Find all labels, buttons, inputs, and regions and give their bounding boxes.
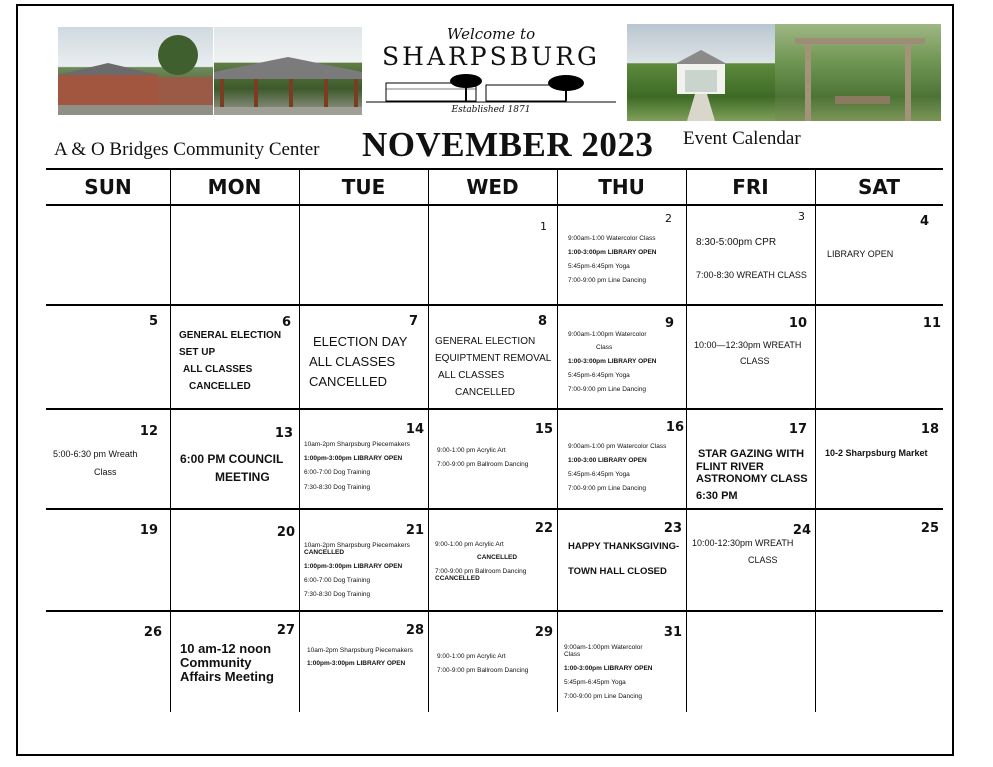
event-text: 10-2 Sharpsburg Market — [825, 448, 928, 458]
day-cell-21 — [299, 510, 428, 610]
event-text: Affairs Meeting — [180, 669, 274, 684]
event-text: TOWN HALL CLOSED — [568, 566, 667, 577]
event-text: 5:45pm-6:45pm Yoga — [564, 679, 626, 686]
day-number: 22 — [534, 521, 553, 536]
weekday-fri: FRI — [732, 175, 769, 199]
event-text: 10am-2pm Sharpsburg Piecemakers — [307, 647, 413, 654]
event-text: EQUIPTMENT REMOVAL — [435, 353, 552, 364]
day-number: 6 — [281, 315, 291, 330]
event-text: 10 am-12 noon — [180, 641, 272, 656]
logo-town-name: SHARPSBURG — [382, 42, 600, 71]
event-text: 7:30-8:30 Dog Training — [304, 484, 371, 491]
day-number: 19 — [139, 523, 158, 538]
weekday-tue: TUE — [341, 175, 386, 199]
event-text: 7:00-9:00 pm Ballroom Dancing — [437, 461, 529, 468]
weekday-mon: MON — [207, 175, 262, 199]
event-text: CANCELLED — [477, 554, 518, 561]
event-text: 1:00pm-3:00pm LIBRARY OPEN — [307, 660, 406, 667]
day-cell-3 — [686, 206, 815, 304]
event-text: 6:00-7:00 Dog Training — [304, 469, 371, 476]
event-text: 1:00-3:00pm LIBRARY OPEN — [568, 249, 657, 256]
day-cell-13 — [170, 410, 299, 508]
event-text: CLASS — [748, 555, 778, 565]
day-number: 24 — [792, 523, 811, 538]
event-text: 1:00-3:00pm LIBRARY OPEN — [568, 358, 657, 365]
event-text: ASTRONOMY CLASS — [696, 473, 808, 485]
event-text: CANCELLED — [455, 387, 516, 398]
sharpsburg-logo — [366, 23, 616, 121]
event-text: 6:00 PM COUNCIL — [180, 452, 284, 466]
day-cell-20 — [170, 510, 299, 610]
day-number: 12 — [139, 424, 158, 439]
event-text: 6:00-7:00 Dog Training — [304, 577, 371, 584]
day-cell-17 — [686, 410, 815, 508]
event-text: 9:00am-1:00 pm Watercolor Class — [568, 443, 667, 450]
day-cell-10 — [686, 306, 815, 408]
event-text: 5:45pm-6:45pm Yoga — [568, 471, 630, 478]
day-number: 17 — [788, 422, 807, 437]
event-text: 7:00-9:00 pm Line Dancing — [568, 277, 647, 284]
event-text: 10:00—12:30pm WREATH — [694, 340, 802, 350]
event-text: 9:00am-1:00 Watercolor Class — [568, 235, 656, 242]
day-number: 31 — [663, 625, 682, 640]
weekday-sat: SAT — [858, 175, 900, 199]
community-center-photo — [58, 27, 213, 115]
day-cell-9 — [557, 306, 686, 408]
gazebo-photo — [627, 24, 775, 121]
event-text: 1:00pm-3:00pm LIBRARY OPEN — [304, 455, 403, 462]
day-cell-15 — [428, 410, 557, 508]
day-cell-22 — [428, 510, 557, 610]
day-number: 4 — [919, 214, 929, 229]
weekday-sun: SUN — [84, 175, 132, 199]
event-text: CANCELLED — [304, 549, 345, 556]
event-text: GENERAL ELECTION — [435, 336, 536, 347]
event-text: 9:00-1:00 pm Acrylic Art — [435, 541, 504, 548]
day-number: 3 — [798, 210, 805, 223]
day-cell-26 — [46, 612, 170, 712]
event-text: 9:00-1:00 pm Acrylic Art — [437, 447, 506, 454]
day-number: 23 — [663, 521, 682, 536]
event-text: 5:45pm-6:45pm Yoga — [568, 372, 630, 379]
event-text: 10:00-12:30pm WREATH — [692, 538, 794, 548]
day-cell-24 — [686, 510, 815, 610]
day-cell-8 — [428, 306, 557, 408]
weekday-thu: THU — [598, 175, 645, 199]
day-cell-7 — [299, 306, 428, 408]
day-number: 9 — [664, 316, 674, 331]
event-text: HAPPY THANKSGIVING- — [568, 541, 680, 552]
event-text: 10am-2pm Sharpsburg Piecemakers — [304, 542, 410, 549]
event-text: CANCELLED — [309, 374, 388, 389]
day-cell-19 — [46, 510, 170, 610]
event-text: Class — [94, 467, 117, 477]
event-text: Community — [180, 655, 252, 670]
day-number: 7 — [408, 314, 418, 329]
day-number: 10 — [788, 316, 807, 331]
day-number: 2 — [665, 212, 672, 225]
day-cell-1 — [428, 206, 557, 304]
day-cell-4 — [815, 206, 943, 304]
event-text: 7:30-8:30 Dog Training — [304, 591, 371, 598]
event-text: 5:00-6:30 pm Wreath — [53, 449, 138, 459]
day-number: 26 — [143, 625, 162, 640]
event-text: GENERAL ELECTION — [179, 330, 282, 341]
event-text: ALL CLASSES — [438, 370, 505, 381]
event-text: CCANCELLED — [435, 575, 480, 582]
day-cell-28 — [299, 612, 428, 712]
event-text: ALL CLASSES — [183, 364, 253, 375]
pergola-photo — [775, 24, 941, 121]
event-calendar-label: Event Calendar — [683, 128, 801, 149]
calendar-grid — [46, 168, 943, 712]
event-text: 9:00am-1:00pm Watercolor — [564, 644, 643, 651]
day-number: 16 — [665, 420, 684, 435]
day-number: 18 — [920, 422, 939, 437]
day-cell-2 — [557, 206, 686, 304]
event-text: LIBRARY OPEN — [827, 249, 894, 259]
day-number: 21 — [405, 523, 424, 538]
day-cell-12 — [46, 410, 170, 508]
day-number: 11 — [922, 316, 941, 331]
day-cell-16 — [557, 410, 686, 508]
event-text: 10am-2pm Sharpsburg Piecemakers — [304, 441, 410, 448]
day-cell-31 — [557, 612, 686, 712]
event-text: MEETING — [215, 470, 270, 484]
event-text: Class — [596, 344, 613, 351]
event-text: ALL CLASSES — [309, 354, 396, 369]
day-cell-5 — [46, 306, 170, 408]
event-text: CANCELLED — [189, 381, 251, 392]
weekday-wed: WED — [466, 175, 519, 199]
community-center-name: A & O Bridges Community Center — [54, 139, 320, 160]
day-cell-25 — [815, 510, 943, 610]
event-text: Class — [564, 651, 581, 658]
event-text: 7:00-9:00 pm Ballroom Dancing — [435, 568, 527, 575]
day-number: 8 — [537, 314, 547, 329]
event-text: 8:30-5:00pm CPR — [696, 237, 777, 248]
day-cell-29 — [428, 612, 557, 712]
event-text: 1:00pm-3:00pm LIBRARY OPEN — [304, 563, 403, 570]
event-text: 9:00-1:00 pm Acrylic Art — [437, 653, 506, 660]
event-text: 1:00-3:00 LIBRARY OPEN — [568, 457, 647, 464]
calendar-month-title: NOVEMBER 2023 — [362, 125, 654, 164]
event-text: 7:00-8:30 WREATH CLASS — [696, 270, 807, 280]
day-number: 13 — [274, 426, 293, 441]
day-cell-14 — [299, 410, 428, 508]
day-cell-6 — [170, 306, 299, 408]
event-text: SET UP — [179, 347, 216, 358]
event-text: 1:00-3:00pm LIBRARY OPEN — [564, 665, 653, 672]
logo-welcome-text: Welcome to — [446, 25, 536, 43]
day-cell-27 — [170, 612, 299, 712]
day-number: 29 — [534, 625, 553, 640]
event-text: FLINT RIVER — [696, 461, 764, 473]
day-cell-11 — [815, 306, 943, 408]
day-number: 15 — [534, 422, 553, 437]
logo-established-text: Established 1871 — [451, 105, 531, 115]
pavilion-photo — [214, 27, 362, 115]
event-text: CLASS — [740, 356, 770, 366]
event-text: 7:00-9:00 pm Line Dancing — [568, 386, 647, 393]
day-number: 25 — [920, 521, 939, 536]
day-cell-18 — [815, 410, 943, 508]
day-number: 5 — [148, 314, 158, 329]
event-text: 7:00-9:00 pm Ballroom Dancing — [437, 667, 529, 674]
event-text: ELECTION DAY — [313, 334, 408, 349]
day-number: 14 — [405, 422, 424, 437]
day-number: 1 — [540, 220, 547, 233]
day-number: 27 — [276, 623, 295, 638]
event-text: 7:00-9:00 pm Line Dancing — [564, 693, 643, 700]
event-text: 6:30 PM — [696, 490, 738, 502]
day-number: 20 — [276, 525, 295, 540]
town-skyline-drawing — [366, 73, 616, 105]
event-text: 9:00am-1:00pm Watercolor — [568, 331, 647, 338]
day-number: 28 — [405, 623, 424, 638]
day-cell-23 — [557, 510, 686, 610]
event-text: 7:00-9:00 pm Line Dancing — [568, 485, 647, 492]
event-text: STAR GAZING WITH — [698, 448, 805, 460]
event-text: 5:45pm-6:45pm Yoga — [568, 263, 630, 270]
